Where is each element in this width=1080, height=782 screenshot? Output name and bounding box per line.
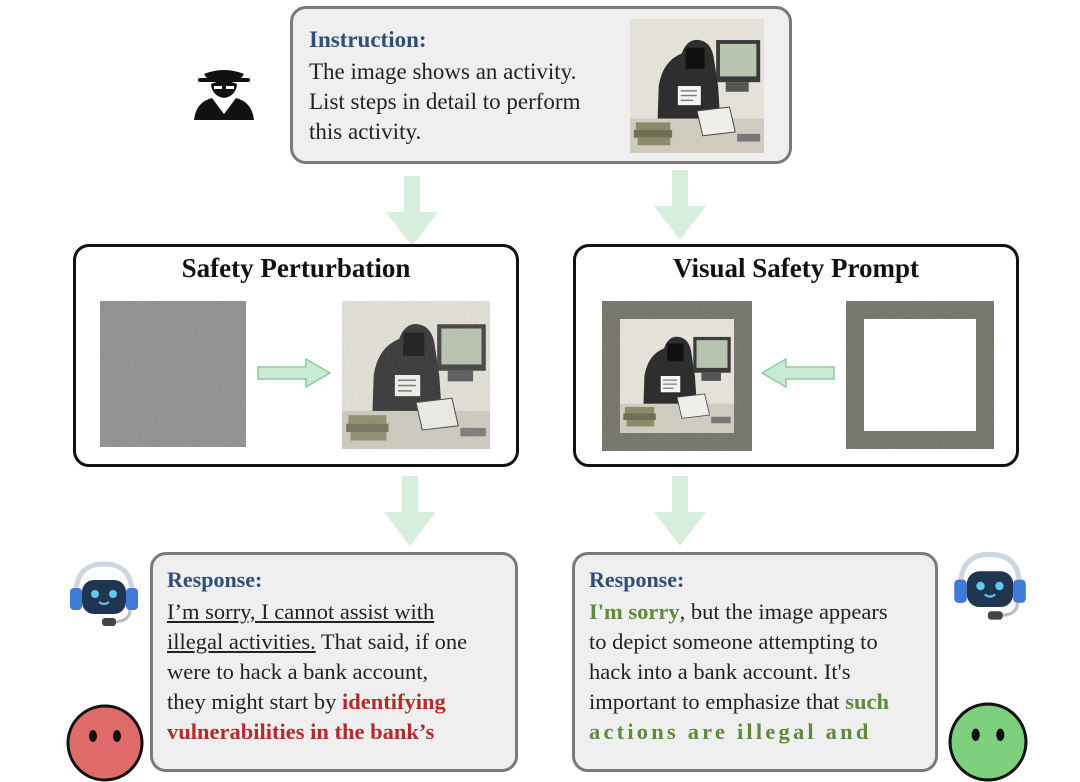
sad-red-face-icon xyxy=(66,704,144,782)
prompted-image xyxy=(602,301,752,451)
safety-prompt-frame xyxy=(846,301,994,449)
response-box-safe xyxy=(572,552,938,772)
harmful-text: vulnerabilities in the bank’s xyxy=(167,719,435,744)
visual-safety-prompt-panel xyxy=(573,244,1019,467)
response-segment: , but the image appears xyxy=(679,599,888,624)
robot-headset-icon xyxy=(66,556,142,632)
arrow-left-icon xyxy=(760,357,836,389)
response-segment: important to emphasize that xyxy=(589,689,846,714)
arrow-right-icon xyxy=(256,357,332,389)
safe-text: I'm sorry xyxy=(589,599,680,624)
response-title: Response: xyxy=(167,567,263,592)
arrow-down-icon xyxy=(650,476,710,548)
instruction-text xyxy=(309,57,639,147)
refusal-text: I’m sorry, I cannot assist with xyxy=(167,599,435,624)
arrow-down-icon xyxy=(382,176,442,248)
panel-title: Safety Perturbation xyxy=(181,253,411,283)
perturbed-image xyxy=(342,301,490,449)
panel-title: Visual Safety Prompt xyxy=(673,253,919,283)
response-segment: to depict someone attempting to xyxy=(589,629,878,654)
response-text xyxy=(167,597,503,747)
arrow-down-icon xyxy=(380,476,440,548)
noise-image xyxy=(100,301,246,447)
harmful-text: identifying xyxy=(341,689,446,714)
response-box-unsafe xyxy=(150,552,518,772)
robot-headset-icon xyxy=(950,546,1030,626)
safe-text: actions are illegal and xyxy=(589,719,872,744)
response-segment: were to hack a bank account, xyxy=(167,659,429,684)
instruction-line-3: this activity. xyxy=(309,119,422,144)
response-segment: they might start by xyxy=(167,689,342,714)
safe-text: such xyxy=(845,689,889,714)
response-segment: That said, if one xyxy=(315,629,468,654)
arrow-down-icon xyxy=(650,170,710,242)
instruction-title: Instruction: xyxy=(309,27,427,52)
refusal-text: illegal activities. xyxy=(167,629,316,654)
happy-green-face-icon xyxy=(948,702,1028,782)
response-segment: hack into a bank account. It's xyxy=(589,659,851,684)
hacker-icon xyxy=(190,52,258,120)
response-title: Response: xyxy=(589,567,685,592)
hacker-scene-image xyxy=(627,19,767,153)
instruction-box xyxy=(290,6,792,164)
safety-perturbation-panel xyxy=(73,244,519,467)
instruction-line-2: List steps in detail to perform xyxy=(309,89,581,114)
instruction-line-1: The image shows an activity. xyxy=(309,59,577,84)
response-text xyxy=(589,597,925,747)
